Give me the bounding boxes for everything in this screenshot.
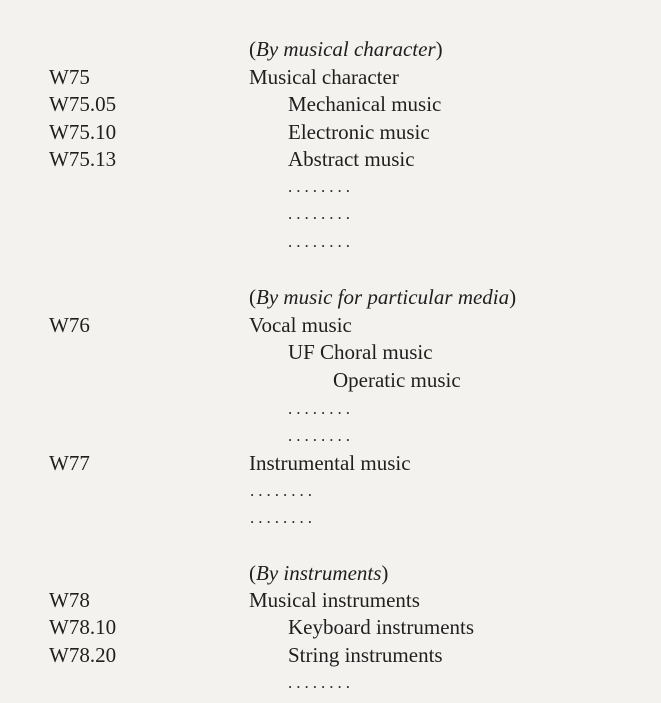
uf-term: Choral music	[320, 340, 433, 364]
facet-heading-2: (By music for particular media)	[249, 285, 517, 309]
entry-code: W78.20	[49, 643, 117, 667]
facet-heading-1: (By musical character)	[249, 37, 443, 61]
entry-row	[0, 65, 661, 89]
ellipsis: ........	[288, 673, 354, 692]
entry-row	[0, 451, 661, 475]
entry-code: W77	[49, 451, 90, 475]
uf-row	[0, 340, 661, 364]
ellipsis: ........	[250, 481, 316, 500]
entry-term: Electronic music	[288, 120, 430, 144]
facet-heading-3: (By instruments)	[249, 561, 389, 585]
entry-term: String instruments	[288, 643, 443, 667]
entry-code: W75.13	[49, 147, 117, 171]
ellipsis-row	[0, 230, 661, 254]
ellipsis: ........	[288, 177, 354, 196]
entry-row	[0, 643, 661, 667]
entry-code: W75	[49, 65, 90, 89]
entry-code: W78.10	[49, 615, 117, 639]
entry-term: Keyboard instruments	[288, 615, 475, 639]
entry-code: W75.05	[49, 92, 117, 116]
uf-term: Operatic music	[333, 368, 461, 392]
facet-label: By instruments	[256, 561, 382, 585]
entry-term: Instrumental music	[249, 451, 411, 475]
entry-row	[0, 313, 661, 337]
ellipsis: ........	[288, 399, 354, 418]
entry-row	[0, 147, 661, 171]
entry-term: Mechanical music	[288, 92, 442, 116]
entry-row	[0, 615, 661, 639]
entry-row	[0, 92, 661, 116]
ellipsis-row	[0, 479, 661, 503]
ellipsis: ........	[250, 508, 316, 527]
facet-label: By musical character	[256, 37, 436, 61]
ellipsis-row	[0, 671, 661, 695]
entry-code: W76	[49, 313, 90, 337]
ellipsis: ........	[288, 426, 354, 445]
ellipsis-row	[0, 397, 661, 421]
ellipsis-row	[0, 175, 661, 199]
ellipsis-row	[0, 506, 661, 530]
entry-term: Musical character	[249, 65, 399, 89]
entry-code: W78	[49, 588, 90, 612]
ellipsis: ........	[288, 204, 354, 223]
entry-term: Vocal music	[249, 313, 352, 337]
uf-row	[0, 368, 661, 392]
entry-term: Abstract music	[288, 147, 415, 171]
entry-row	[0, 120, 661, 144]
facet-label: By music for particular media	[256, 285, 510, 309]
entry-code: W75.10	[49, 120, 117, 144]
entry-term: Musical instruments	[249, 588, 420, 612]
entry-row	[0, 588, 661, 612]
ellipsis: ........	[288, 232, 354, 251]
ellipsis-row	[0, 202, 661, 226]
ellipsis-row	[0, 424, 661, 448]
uf-label: UF	[288, 340, 315, 364]
